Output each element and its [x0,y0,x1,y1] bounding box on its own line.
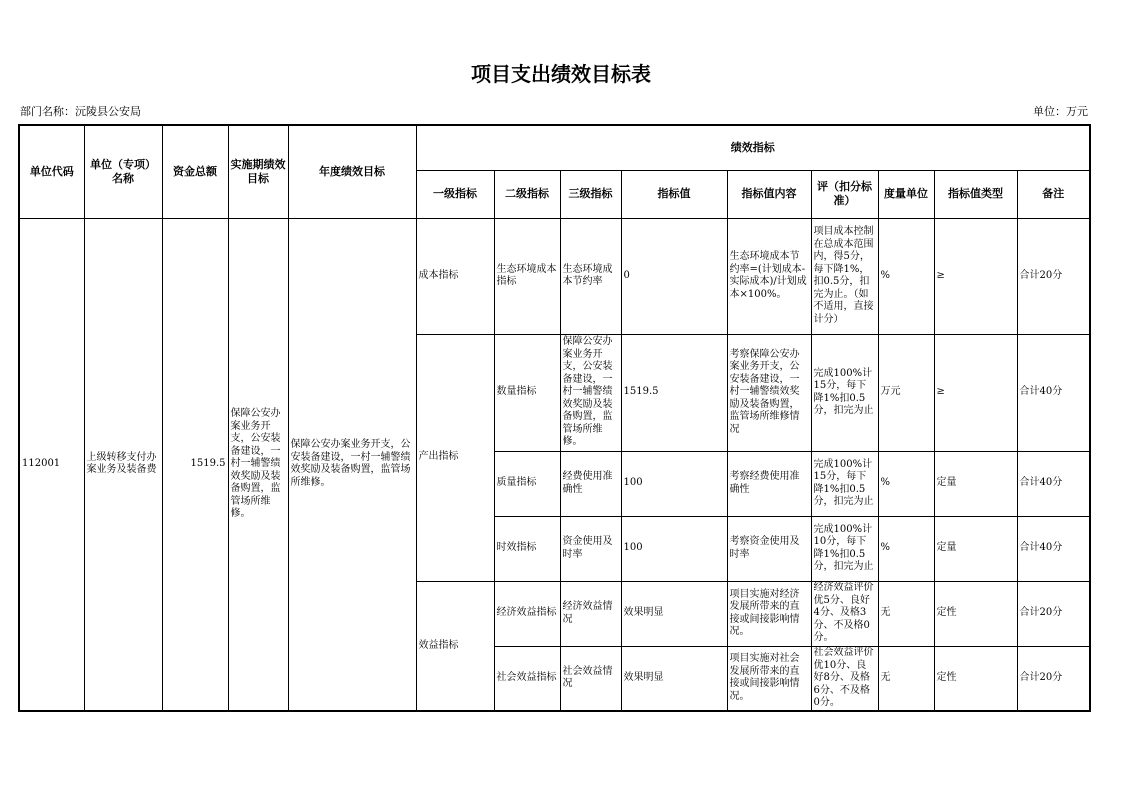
type-cell: 定性 [934,646,1017,711]
type-cell: 定量 [934,451,1017,516]
unit-cell: 无 [878,581,934,646]
level3-cell: 保障公安办案业务开支，公安装备建设，一村一辅警绩效奖励及装备购置，监管场所维修。 [560,334,621,451]
value-cell: 100 [621,451,727,516]
value-cell: 100 [621,516,727,581]
header-remark: 备注 [1017,170,1090,218]
type-cell: ≥ [934,334,1017,451]
level2-cell: 社会效益指标 [494,646,560,711]
level2-cell: 数量指标 [494,334,560,451]
header-level3: 三级指标 [560,170,621,218]
unit-cell: % [878,451,934,516]
scoring-cell: 完成100%计15分，每下降1%扣0.5分，扣完为止 [811,451,878,516]
remark-cell: 合计40分 [1017,516,1090,581]
header-value-type: 指标值类型 [934,170,1017,218]
page-title: 项目支出绩效目标表 [471,62,651,86]
project-annual-goal: 保障公安办案业务开支，公安装备建设，一村一辅警绩效奖励及装备购置，监管场所维修。 [288,218,416,711]
type-cell: 定量 [934,516,1017,581]
level3-cell: 社会效益情况 [560,646,621,711]
header-unit-name: 单位（专项）名称 [84,125,162,218]
content-cell: 项目实施对经济发展所带来的直接或间接影响情况。 [727,581,811,646]
project-code: 112001 [19,218,84,711]
remark-cell: 合计20分 [1017,646,1090,711]
level3-cell: 资金使用及时率 [560,516,621,581]
header-level1: 一级指标 [416,170,494,218]
type-cell: ≥ [934,218,1017,334]
unit-cell: 无 [878,646,934,711]
unit-label: 单位：万元 [1033,105,1088,118]
content-cell: 项目实施对社会发展所带来的直接或间接影响情况。 [727,646,811,711]
performance-table [18,124,1091,712]
header-content: 指标值内容 [727,170,811,218]
project-total: 1519.5 [162,218,228,711]
unit-cell: % [878,218,934,334]
level2-cell: 质量指标 [494,451,560,516]
unit-cell: % [878,516,934,581]
level3-cell: 经费使用准确性 [560,451,621,516]
header-total-funds: 资金总额 [162,125,228,218]
table-row [19,218,1090,334]
level2-cell: 生态环境成本指标 [494,218,560,334]
unit-cell: 万元 [878,334,934,451]
level3-cell: 经济效益情况 [560,581,621,646]
project-period-goal: 保障公安办案业务开支，公安装备建设，一村一辅警绩效奖励及装备购置，监管场所维修。 [228,218,288,711]
level1-cell: 成本指标 [416,218,494,334]
department-name: 部门名称：沅陵县公安局 [20,105,141,118]
remark-cell: 合计40分 [1017,334,1090,451]
header-period-goal: 实施期绩效目标 [228,125,288,218]
header-level2: 二级指标 [494,170,560,218]
content-cell: 考察保障公安办案业务开支，公安装备建设，一村一辅警绩效奖励及装备购置，监管场所维修情况 [727,334,811,451]
scoring-cell: 经济效益评价优5分、良好4分、及格3分、不及格0分。 [811,581,878,646]
header-performance: 绩效指标 [416,125,1090,170]
level1-cell: 产出指标 [416,334,494,581]
type-cell: 定性 [934,581,1017,646]
value-cell: 1519.5 [621,334,727,451]
level2-cell: 时效指标 [494,516,560,581]
remark-cell: 合计20分 [1017,218,1090,334]
header-measure-unit: 度量单位 [878,170,934,218]
scoring-cell: 完成100%计10分，每下降1%扣0.5分，扣完为止 [811,516,878,581]
level3-cell: 生态环境成本节约率 [560,218,621,334]
content-cell: 考察经费使用准确性 [727,451,811,516]
value-cell: 0 [621,218,727,334]
project-name: 上级转移支付办案业务及装备费 [84,218,162,711]
header-annual-goal: 年度绩效目标 [288,125,416,218]
header-value: 指标值 [621,170,727,218]
scoring-cell: 完成100%计15分，每下降1%扣0.5分，扣完为止 [811,334,878,451]
value-cell: 效果明显 [621,646,727,711]
remark-cell: 合计40分 [1017,451,1090,516]
scoring-cell: 项目成本控制在总成本范围内，得5分，每下降1%，扣0.5分，扣完为止。（如不适用，直接计分） [811,218,878,334]
content-cell: 考察资金使用及时率 [727,516,811,581]
content-cell: 生态环境成本节约率=(计划成本-实际成本)/计划成本×100%。 [727,218,811,334]
level1-cell: 效益指标 [416,581,494,711]
header-unit-code: 单位代码 [19,125,84,218]
level2-cell: 经济效益指标 [494,581,560,646]
header-scoring: 评（扣分标准） [811,170,878,218]
scoring-cell: 社会效益评价优10分、良好8分、及格6分、不及格0分。 [811,646,878,711]
value-cell: 效果明显 [621,581,727,646]
remark-cell: 合计20分 [1017,581,1090,646]
